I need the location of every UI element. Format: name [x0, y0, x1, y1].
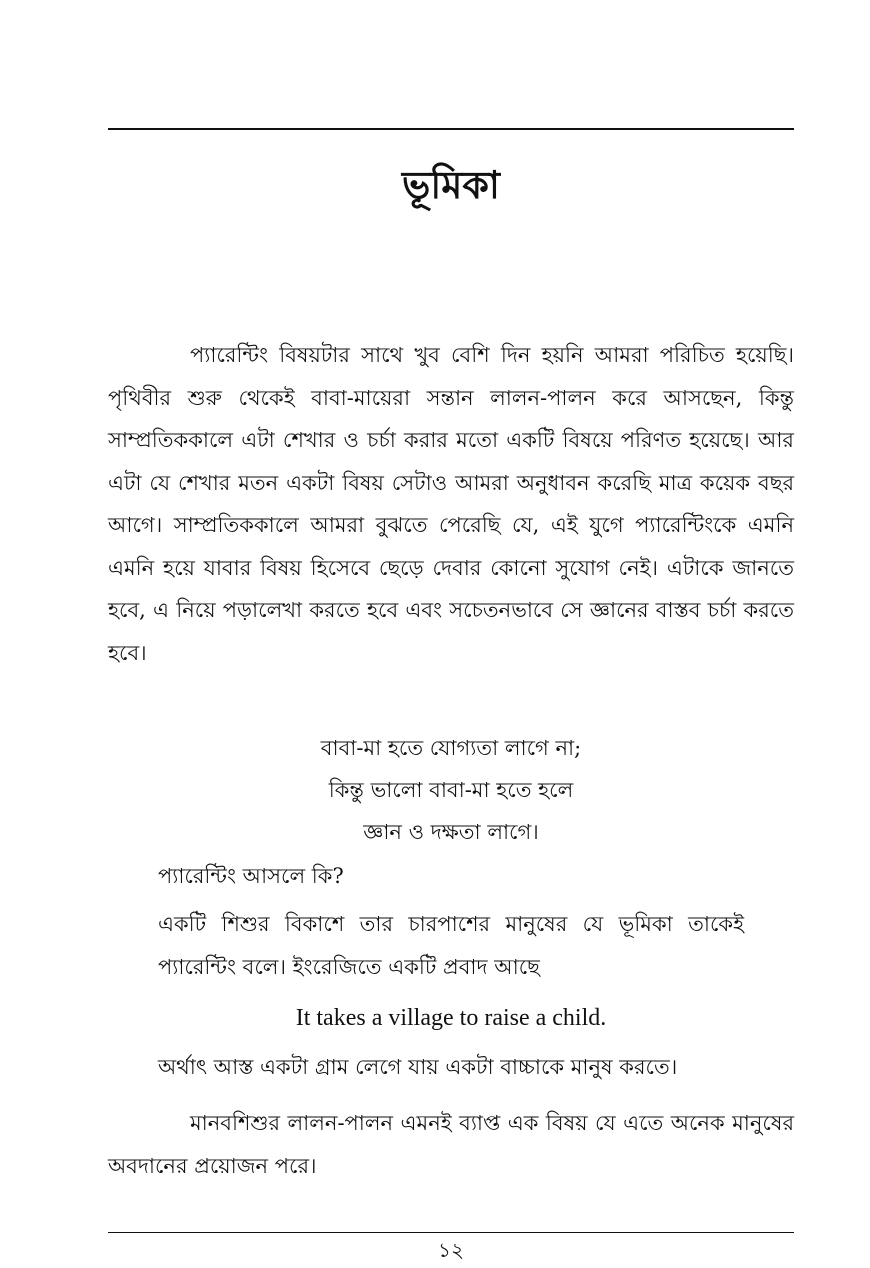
intro-paragraph: প্যারেন্টিং বিষয়টার সাথে খুব বেশি দিন হয়নি আমরা পরিচিত হয়েছি। পৃথিবীর শুরু থেকেই বাবা-মায়েরা সন্তান লালন-পালন করে আসছেন, কিন্তু সাম্প্রতিককালে এটা শেখার ও চর্চা করার মতো একটি বিষয়ে পরিণত হয়েছে। আর এটা যে শেখার মতন একটা বিষয় সেটাও আমরা অনুধাবন করেছি মাত্র কয়েক বছর আগে। সাম্প্রতিককালে আমরা বুঝতে পেরেছি যে, এই যুগে প্যারেন্টিংকে এমনি এমনি হয়ে যাবার বিষয় হিসেবে ছেড়ে দেবার কোনো সুযোগ নেই। এটাকে জানতে হবে, এ নিয়ে পড়ালেখা করতে হবে এবং সচেতনভাবে সে জ্ঞানের বাস্তব চর্চা করতে হবে। [108, 343, 794, 665]
verse-line: জ্ঞান ও দক্ষতা লাগে। [363, 820, 539, 844]
page-title: ভূমিকা [402, 162, 500, 207]
closing-paragraph: মানবশিশুর লালন-পালন এমনই ব্যাপ্ত এক বিষয় যে এতে অনেক মানুষের অবদানের প্রয়োজন পরে। [108, 1111, 794, 1178]
section-question: প্যারেন্টিং আসলে কি? [158, 864, 344, 888]
header-rule [108, 128, 794, 130]
verse-block [108, 727, 794, 853]
definition-paragraph: একটি শিশুর বিকাশে তার চারপাশের মানুষের যে ভূমিকা তাকেই প্যারেন্টিং বলে। ইংরেজিতে একটি প্রবাদ আছে [158, 912, 744, 979]
page-number: ১২ [438, 1238, 464, 1262]
verse-line: বাবা-মা হতে যোগ্যতা লাগে না; [320, 736, 582, 760]
english-proverb: It takes a village to raise a child. [295, 1005, 607, 1031]
proverb-translation: অর্থাৎ আস্ত একটা গ্রাম লেগে যায় একটা বাচ্চাকে মানুষ করতে। [158, 1055, 678, 1079]
footer-rule [108, 1232, 794, 1233]
verse-line: কিন্তু ভালো বাবা-মা হতে হলে [328, 778, 574, 802]
